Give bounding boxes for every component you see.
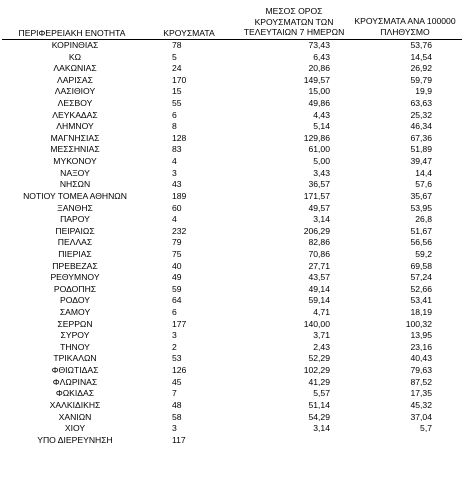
per100k-cell: 53,76 [410,40,432,50]
avg-cell: 3,71 [313,330,330,341]
avg-cell: 206,29 [303,225,330,236]
cases-cell: 6 [172,307,177,318]
avg-cell: 2,43 [313,341,330,352]
avg-cell: 54,29 [308,411,330,422]
per100k-cell: 13,95 [410,330,432,341]
region-cell: ΣΕΡΡΩΝ [57,318,93,329]
avg-cell: 27,71 [308,260,330,271]
cases-cell: 4 [172,214,177,225]
region-cell: ΧΑΝΙΩΝ [58,411,92,422]
cases-cell: 5 [172,51,177,62]
per100k-cell: 46,34 [410,121,432,132]
per100k-cell: 19,9 [415,86,432,97]
cases-cell: 4 [172,156,177,167]
region-cell: ΠΙΕΡΙΑΣ [58,248,92,259]
avg-cell: 15,00 [308,86,330,97]
region-cell: ΜΑΓΝΗΣΙΑΣ [50,132,100,143]
cases-cell: 3 [172,330,177,341]
region-cell: ΧΙΟΥ [64,423,86,434]
avg-cell: 36,57 [308,179,330,190]
per100k-cell: 53,41 [410,295,432,306]
per100k-cell: 56,56 [410,237,432,248]
region-cell: ΜΕΣΣΗΝΙΑΣ [50,144,100,155]
avg-cell: 102,29 [303,365,330,376]
table-row [0,388,467,400]
cases-cell: 8 [172,121,177,132]
header-avg-line2: ΚΡΟΥΣΜΑΤΩΝ ΤΩΝ [254,16,334,27]
per100k-cell: 18,19 [410,307,432,318]
table-row [0,168,467,180]
cases-cell: 75 [172,248,182,259]
avg-cell: 140,00 [303,318,330,329]
region-cell: ΛΑΡΙΣΑΣ [57,74,93,85]
cases-cell: 48 [172,399,182,410]
header-region: ΠΕΡΙΦΕΡΕΙΑΚΗ ΕΝΟΤΗΤΑ [18,28,126,38]
per100k-cell: 37,04 [410,411,432,422]
header-per-line2: ΠΛΗΘΥΣΜΟ [380,26,430,37]
table-row [0,249,467,261]
region-cell: ΡΟΔΟΥ [60,295,90,306]
region-cell: ΝΟΤΙΟΥ ΤΟΜΕΑ ΑΘΗΝΩΝ [23,190,127,201]
table-row [0,412,467,424]
table-row [0,144,467,156]
avg-cell: 61,00 [308,144,330,155]
per100k-cell: 79,63 [410,365,432,376]
table-row [0,98,467,110]
region-cell: ΣΥΡΟΥ [60,330,90,341]
header-avg-line3: ΤΕΛΕΥΤΑΙΩΝ 7 ΗΜΕΡΩΝ [243,27,345,37]
header-per-line1: ΚΡΟΥΣΜΑΤΑ ΑΝΑ 100000 [354,16,456,26]
avg-cell: 52,29 [308,353,330,364]
region-cell: ΝΗΣΩΝ [59,179,91,190]
cases-cell: 177 [172,318,187,329]
per100k-cell: 26,8 [415,214,432,225]
region-cell: ΡΕΘΥΜΝΟΥ [50,272,100,283]
avg-cell: 3,14 [313,423,330,434]
per100k-cell: 17,35 [410,388,432,399]
avg-cell: 5,57 [313,388,330,399]
per100k-cell: 40,43 [410,353,432,364]
cases-cell: 2 [172,341,177,352]
avg-cell: 129,86 [303,132,330,143]
avg-cell: 149,57 [303,74,330,85]
per100k-cell: 39,47 [410,156,432,167]
cases-cell: 78 [172,40,182,50]
avg-cell: 5,00 [313,156,330,167]
table-row [0,284,467,296]
header-avg [240,6,348,38]
region-cell: ΠΕΙΡΑΙΩΣ [55,225,95,236]
cases-cell: 53 [172,353,182,364]
per100k-cell: 51,89 [410,144,432,155]
per100k-cell: 53,95 [410,202,432,213]
cases-cell: 40 [172,260,182,271]
table-row [0,365,467,377]
header-avg-line1: ΜΕΣΟΣ ΟΡΟΣ [265,6,323,16]
avg-cell: 49,57 [308,202,330,213]
table-row [0,377,467,389]
cases-cell: 24 [172,63,182,74]
cases-cell: 55 [172,98,182,109]
region-cell: ΦΛΩΡΙΝΑΣ [52,376,98,387]
table-row [0,214,467,226]
table-row [0,63,467,75]
table-row [0,156,467,168]
avg-cell: 43,57 [308,272,330,283]
region-cell: ΚΟΡΙΝΘΙΑΣ [51,40,99,50]
table-row [0,237,467,249]
region-cell: ΚΩ [68,51,82,62]
avg-cell: 3,14 [313,214,330,225]
region-cell: ΞΑΝΘΗΣ [57,202,93,213]
header-per100k [346,16,464,37]
table-row [0,307,467,319]
cases-cell: 49 [172,272,182,283]
table-row [0,342,467,354]
avg-cell: 51,14 [308,399,330,410]
region-cell: ΦΩΚΙΔΑΣ [55,388,95,399]
table-row [0,191,467,203]
per100k-cell: 57,24 [410,272,432,283]
avg-cell: 5,14 [313,121,330,132]
per100k-cell: 23,16 [410,341,432,352]
cases-cell: 189 [172,190,187,201]
table-row [0,110,467,122]
per100k-cell: 69,58 [410,260,432,271]
per100k-cell: 35,67 [410,190,432,201]
avg-cell: 49,14 [308,283,330,294]
cases-cell: 59 [172,283,182,294]
table-row [0,353,467,365]
per100k-cell: 51,67 [410,225,432,236]
per100k-cell: 26,92 [410,63,432,74]
per100k-cell: 87,52 [410,376,432,387]
avg-cell: 59,14 [308,295,330,306]
per100k-cell: 25,32 [410,109,432,120]
table-row [0,423,467,435]
table-row [0,400,467,412]
cases-cell: 170 [172,74,187,85]
cases-cell: 58 [172,411,182,422]
cases-cell: 232 [172,225,187,236]
region-cell: ΠΑΡΟΥ [60,214,90,225]
cases-cell: 43 [172,179,182,190]
cases-cell: 45 [172,376,182,387]
region-cell: ΛΕΣΒΟΥ [57,98,93,109]
table-row [0,435,467,447]
region-cell: ΦΘΙΩΤΙΔΑΣ [51,365,99,376]
per100k-cell: 67,36 [410,132,432,143]
table-row [0,75,467,87]
avg-cell: 171,57 [303,190,330,201]
cases-cell: 3 [172,423,177,434]
cases-cell: 117 [172,434,186,445]
table-row [0,40,467,52]
region-cell: ΣΑΜΟΥ [59,307,91,318]
region-cell: ΠΕΛΛΑΣ [57,237,93,248]
region-cell: ΛΕΥΚΑΔΑΣ [52,109,98,120]
avg-cell: 70,86 [308,248,330,259]
table-row [0,319,467,331]
table-row [0,330,467,342]
table-row [0,295,467,307]
cases-cell: 60 [172,202,182,213]
per100k-cell: 45,32 [410,399,432,410]
table-row [0,179,467,191]
table-row [0,121,467,133]
avg-cell: 6,43 [313,51,330,62]
table-row [0,133,467,145]
per100k-cell: 59,2 [415,248,432,259]
table-row [0,52,467,64]
avg-cell: 4,43 [313,109,330,120]
region-cell: ΡΟΔΟΠΗΣ [53,283,97,294]
avg-cell: 41,29 [308,376,330,387]
table-row [0,226,467,238]
table-row [0,203,467,215]
region-cell: ΤΗΝΟΥ [60,341,90,352]
cases-cell: 3 [172,167,177,178]
per100k-cell: 100,32 [405,318,432,329]
avg-cell: 20,86 [308,63,330,74]
cases-cell: 79 [172,237,182,248]
table-row [0,272,467,284]
region-cell: ΤΡΙΚΑΛΩΝ [53,353,97,364]
region-cell: ΛΑΣΙΘΙΟΥ [54,86,96,97]
avg-cell: 73,43 [308,40,330,50]
table-row [0,261,467,273]
avg-cell: 4,71 [313,307,330,318]
avg-cell: 3,43 [313,167,330,178]
region-cell: ΝΑΞΟΥ [60,167,90,178]
cases-cell: 6 [172,109,177,120]
region-cell: ΛΑΚΩΝΙΑΣ [53,63,97,74]
per100k-cell: 5,7 [420,423,432,434]
table-header [0,0,467,40]
per100k-cell: 14,54 [410,51,432,62]
region-cell: ΜΥΚΟΝΟΥ [53,156,97,167]
table-body [0,40,467,446]
cases-cell: 126 [172,365,187,376]
region-cell: ΛΗΜΝΟΥ [56,121,94,132]
per100k-cell: 52,66 [410,283,432,294]
cases-cell: 7 [172,388,177,399]
per100k-cell: 63,63 [410,98,432,109]
per100k-cell: 59,79 [410,74,432,85]
cases-cell: 128 [172,132,187,143]
table-row [0,86,467,98]
region-cell: ΧΑΛΚΙΔΙΚΗΣ [49,399,101,410]
region-cell: ΠΡΕΒΕΖΑΣ [52,260,98,271]
per100k-cell: 57,6 [415,179,432,190]
header-cases: ΚΡΟΥΣΜΑΤΑ [163,28,215,38]
avg-cell: 49,86 [308,98,330,109]
region-cell: ΥΠΟ ΔΙΕΡΕΥΝΗΣΗ [37,434,113,445]
avg-cell: 82,86 [308,237,330,248]
cases-cell: 83 [172,144,182,155]
cases-cell: 15 [172,86,182,97]
per100k-cell: 14,4 [415,167,432,178]
cases-cell: 64 [172,295,182,306]
